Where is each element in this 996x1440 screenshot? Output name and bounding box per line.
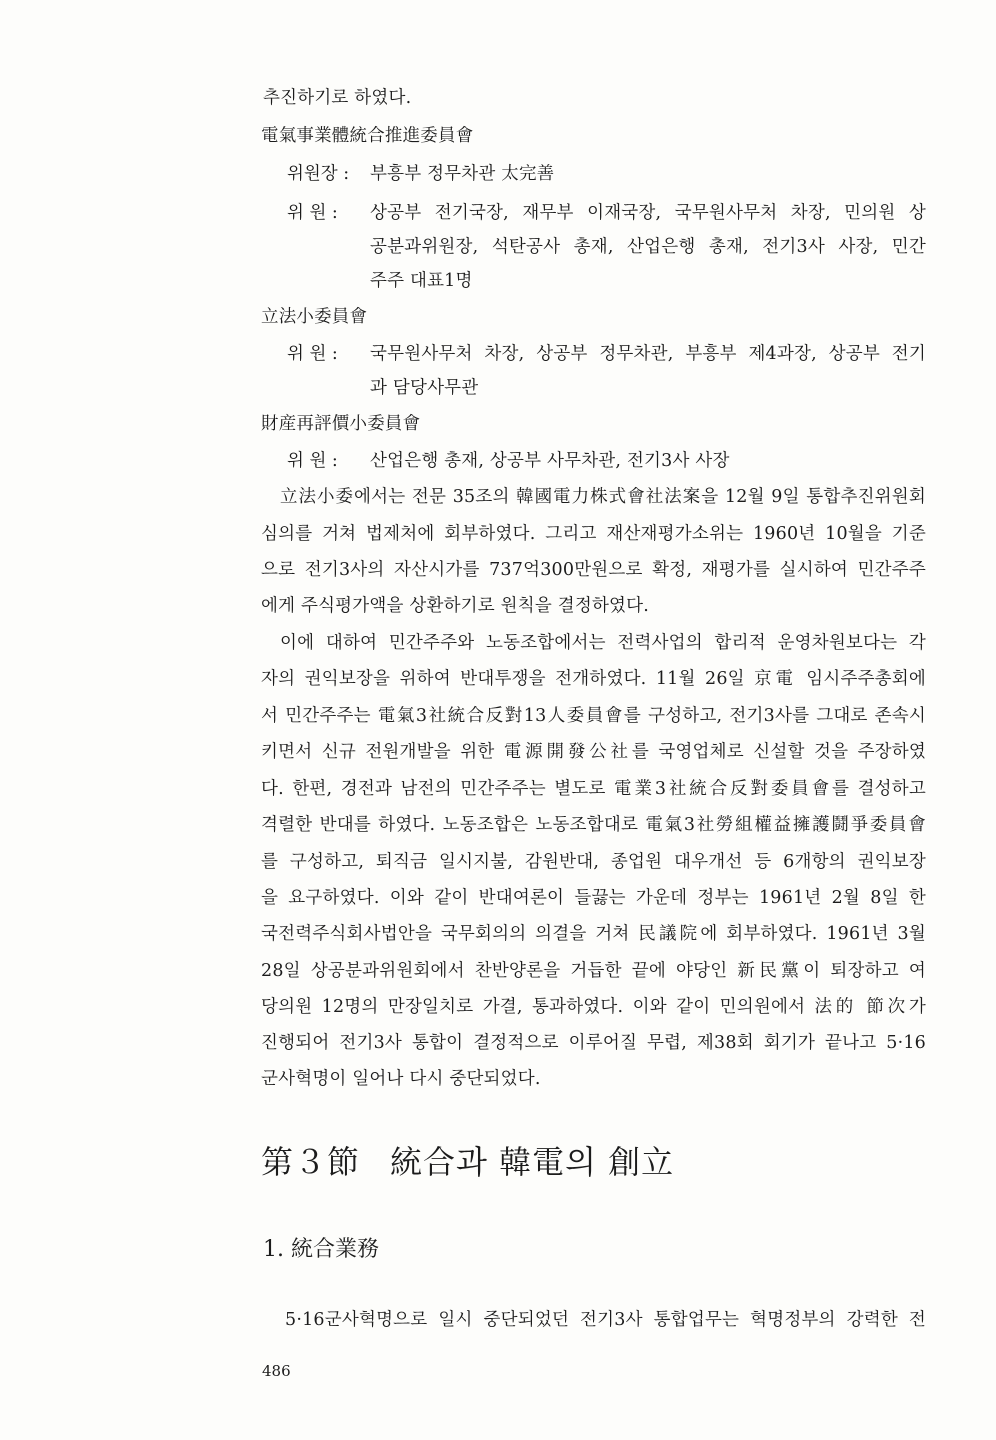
paragraph-line: 으로 전기3사의 자산시가를 737억300만원으로 확정, 재평가를 실시하여 민간주주 <box>261 560 926 580</box>
committee-heading: 財産再評價小委員會 <box>261 414 421 434</box>
paragraph-line: 국전력주식회사법안을 국무회의의 의결을 거쳐 民議院에 회부하였다. 1961년 3월 <box>261 924 926 944</box>
intro-line: 추진하기로 하였다. <box>263 88 412 108</box>
member-line: 공분과위원장, 석탄공사 총재, 산업은행 총재, 전기3사 사장, 민간 <box>370 237 926 257</box>
member-role-label: 위원장 : <box>287 164 350 184</box>
member-line: 과 담당사무관 <box>370 378 479 398</box>
paragraph-line: 서 민간주주는 電氣3社統合反對13人委員會를 구성하고, 전기3사를 그대로 존속시 <box>261 706 926 726</box>
member-line: 산업은행 총재, 상공부 사무차관, 전기3사 사장 <box>370 451 730 471</box>
section-title: 統合과 韓電의 創立 <box>390 1143 675 1181</box>
member-line: 부흥부 정무차관 太完善 <box>370 164 555 184</box>
paragraph-line: 에게 주식평가액을 상환하기로 원칙을 결정하였다. <box>261 596 650 616</box>
paragraph-line: 심의를 거쳐 법제처에 회부하였다. 그리고 재산재평가소위는 1960년 10월을 기준 <box>261 524 926 544</box>
paragraph-line: 이에 대하여 민간주주와 노동조합에서는 전력사업의 합리적 운영차원보다는 각 <box>280 633 926 653</box>
paragraph-line: 를 구성하고, 퇴직금 일시지불, 감원반대, 종업원 대우개선 등 6개항의 권익보장 <box>261 852 926 872</box>
paragraph-line: 자의 권익보장을 위하여 반대투쟁을 전개하였다. 11월 26일 京電 임시주주총회에 <box>261 669 926 689</box>
paragraph-line: 당의원 12명의 만장일치로 가결, 통과하였다. 이와 같이 민의원에서 法的 節次가 <box>261 997 926 1017</box>
page-number: 486 <box>262 1362 291 1380</box>
section-number: 第３節 <box>261 1143 361 1181</box>
paragraph-line: 진행되어 전기3사 통합이 결정적으로 이루어질 무렵, 제38회 회기가 끝나고 5·16 <box>261 1033 926 1053</box>
paragraph-line: 키면서 신규 전원개발을 위한 電源開發公社를 국영업체로 신설할 것을 주장하였 <box>261 742 926 762</box>
committee-heading: 立法小委員會 <box>261 307 368 327</box>
committee-heading: 電氣事業體統合推進委員會 <box>261 126 474 146</box>
paragraph-line: 다. 한편, 경전과 남전의 민간주주는 별도로 電業3社統合反對委員會를 결성하고 <box>261 779 926 799</box>
member-line: 주주 대표1명 <box>370 271 473 291</box>
subsection-heading: 1. 統合業務 <box>263 1237 379 1262</box>
paragraph-line: 5·16군사혁명으로 일시 중단되었던 전기3사 통합업무는 혁명정부의 강력한 전 <box>285 1310 926 1330</box>
member-role-label: 위 원 : <box>287 451 338 471</box>
member-line: 국무원사무처 차장, 상공부 정무차관, 부흥부 제4과장, 상공부 전기 <box>370 344 926 364</box>
paragraph-line: 군사혁명이 일어나 다시 중단되었다. <box>261 1069 541 1089</box>
paragraph-line: 立法小委에서는 전문 35조의 韓國電力株式會社法案을 12월 9일 통합추진위원회 <box>280 487 926 507</box>
section-heading <box>261 1140 674 1184</box>
member-role-label: 위 원 : <box>287 344 338 364</box>
member-role-label: 위 원 : <box>287 203 338 223</box>
member-line: 상공부 전기국장, 재무부 이재국장, 국무원사무처 차장, 민의원 상 <box>370 203 926 223</box>
paragraph-line: 28일 상공분과위원회에서 찬반양론을 거듭한 끝에 야당인 新民黨이 퇴장하고 여 <box>261 961 926 981</box>
paragraph-line: 을 요구하였다. 이와 같이 반대여론이 들끓는 가운데 정부는 1961년 2월 8일 한 <box>261 888 926 908</box>
paragraph-line: 격렬한 반대를 하였다. 노동조합은 노동조합대로 電氣3社勞組權益擁護鬪爭委員會 <box>261 815 926 835</box>
